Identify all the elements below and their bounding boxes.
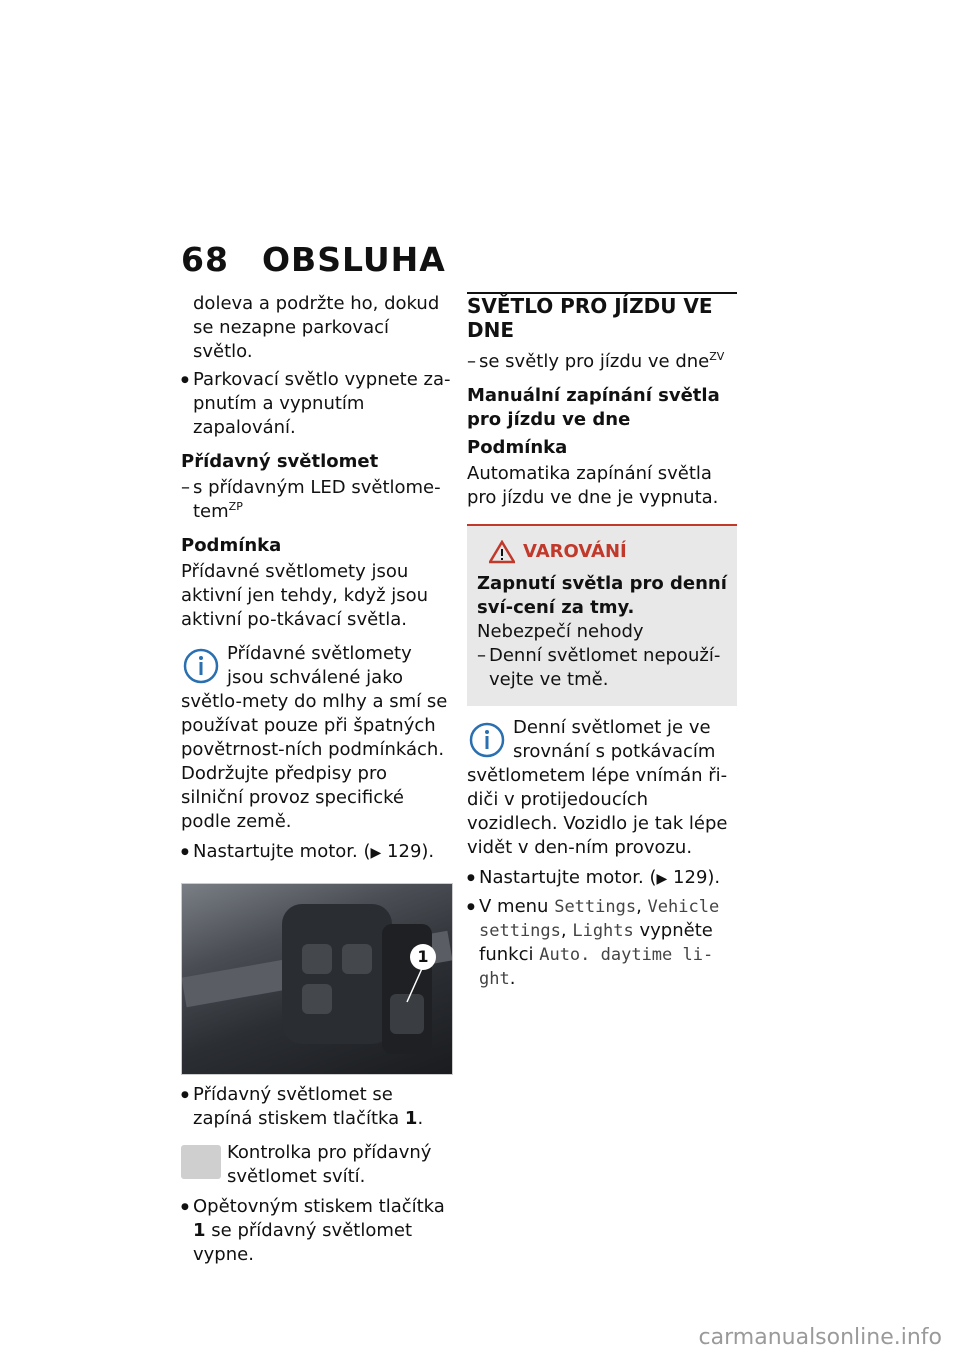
bullet-aux-off bbox=[181, 1195, 453, 1267]
start-engine-right-text: Nastartujte motor. bbox=[479, 867, 644, 888]
watermark: carmanualsonline.info bbox=[698, 1325, 942, 1350]
page-number: 68 bbox=[181, 240, 229, 279]
warning-header bbox=[489, 540, 727, 564]
aux-equipment bbox=[181, 476, 453, 524]
info-note-text: Přídavné světlomety jsou schválené jako světlo-mety do mlhy a smí se používat pouze při špatných povětrnost-ních podmínkách. Dodržujte předpisy pro silniční provoz specifické podle země. bbox=[181, 643, 448, 832]
info-note bbox=[181, 642, 453, 834]
dtrl-sup: ZV bbox=[709, 350, 725, 363]
bullet-menu: ● V menu Settings, Vehicle settings, Lights vypněte funkci Auto. daytime li-ght. bbox=[467, 895, 737, 991]
page-title: OBSLUHA bbox=[262, 240, 446, 279]
menu-lights: Lights bbox=[572, 921, 634, 941]
page-ref-right[interactable]: 129 bbox=[673, 867, 708, 888]
aux-light-indicator-icon bbox=[181, 1145, 221, 1179]
bullet-aux-on bbox=[181, 1083, 453, 1131]
callout-1: 1 bbox=[410, 944, 436, 970]
info-note-right-text: Denní světlomet je ve srovnání s potkávacím světlometem lépe vnímán ři-diči v protijedoucích vozidlech. Vozidlo je tak lépe vidět v den-ním provozu. bbox=[467, 717, 728, 858]
menu-text-b: vypněte funkci bbox=[479, 920, 713, 965]
menu-auto-daytime: Auto. daytime li-ght bbox=[479, 945, 714, 989]
aux-on-dot: . bbox=[417, 1108, 424, 1129]
start-engine-text: Nastartujte motor. bbox=[193, 841, 358, 862]
button-ref-1: 1 bbox=[404, 1108, 418, 1129]
warning-box bbox=[467, 524, 737, 706]
warning-danger: Nebezpečí nehody bbox=[477, 621, 644, 642]
condition-text-right: Automatika zapínání světla pro jízdu ve dne je vypnuta. bbox=[467, 463, 719, 508]
dtrl-equipment-text: se světly pro jízdu ve dne bbox=[479, 351, 710, 372]
aux-sup: ZP bbox=[228, 500, 243, 513]
info-icon-right bbox=[467, 720, 507, 760]
aux-equipment-text: s přídavným LED světlome-tem bbox=[193, 477, 441, 522]
warning-bullet: – Denní světlomet nepouží-vejte ve tmě. bbox=[477, 644, 727, 692]
condition-text: Přídavné světlomety jsou aktivní jen tehdy, když jsou aktivní po-tkávací světla. bbox=[181, 561, 429, 630]
dtrl-equipment bbox=[467, 350, 737, 374]
switch-illustration bbox=[182, 884, 452, 1074]
aux-heading: Přídavný světlomet bbox=[181, 451, 379, 472]
indicator-note bbox=[181, 1141, 453, 1189]
right-column bbox=[467, 292, 737, 995]
info-icon bbox=[181, 646, 221, 686]
arrow-ref-icon-right: ▶ bbox=[656, 871, 668, 887]
aux-on-text: Přídavný světlomet se zapíná stiskem tlačítka bbox=[193, 1084, 400, 1129]
aux-off-text-c: se přídavný světlomet vypne. bbox=[193, 1220, 412, 1265]
warning-label: VAROVÁNÍ bbox=[523, 541, 627, 562]
info-note-right bbox=[467, 716, 737, 860]
menu-vehicle-settings: Vehicle settings bbox=[479, 897, 720, 941]
warning-triangle-icon bbox=[489, 540, 515, 564]
section-title-daytime: SVĚTLO PRO JÍZDU VE DNE bbox=[467, 292, 737, 344]
arrow-ref-icon: ▶ bbox=[370, 845, 382, 861]
handlebar-switch-photo bbox=[181, 883, 453, 1075]
condition-heading-right: Podmínka bbox=[467, 437, 568, 458]
continued-text: doleva a podržte ho, dokud se nezapne parkovací světlo. bbox=[193, 293, 440, 362]
condition-heading: Podmínka bbox=[181, 535, 282, 556]
manual-heading: Manuální zapínání světla pro jízdu ve dne bbox=[467, 385, 720, 430]
page-ref[interactable]: 129 bbox=[387, 841, 422, 862]
menu-text-a: V menu bbox=[479, 896, 549, 917]
menu-settings: Settings bbox=[554, 897, 637, 917]
bullet-start-engine-right: ● Nastartujte motor. (▶ 129). bbox=[467, 866, 737, 891]
indicator-text: Kontrolka pro přídavný světlomet svítí. bbox=[227, 1142, 432, 1187]
aux-off-text-a: Opětovným stiskem tlačítka bbox=[193, 1196, 445, 1217]
left-column bbox=[181, 292, 453, 1271]
bullet-start-engine: ● Nastartujte motor. (▶ 129). bbox=[181, 840, 453, 865]
button-ref-1b: 1 bbox=[193, 1220, 206, 1241]
bullet-parking-off: ● Parkovací světlo vypnete za-pnutím a vypnutím zapalování. bbox=[181, 368, 453, 440]
warning-title: Zapnutí světla pro denní sví-cení za tmy. bbox=[477, 573, 727, 618]
